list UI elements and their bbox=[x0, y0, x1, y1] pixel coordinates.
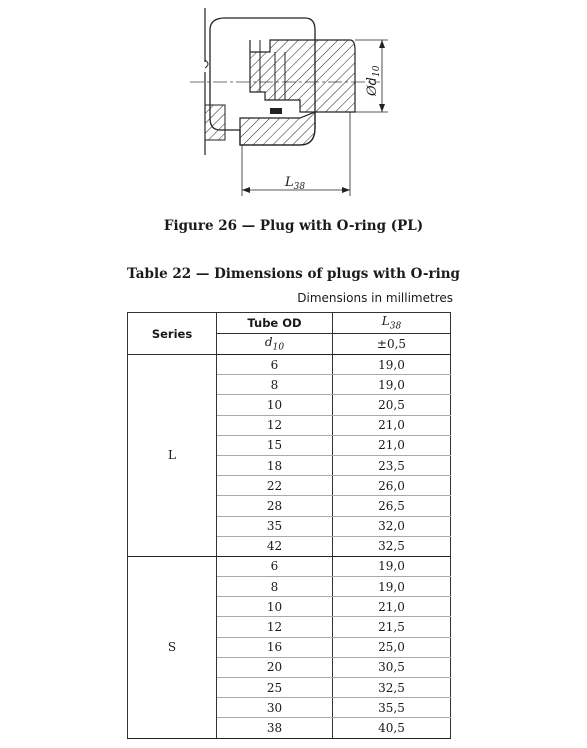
tube-od-cell: 18 bbox=[217, 455, 333, 475]
length-cell: 19,0 bbox=[333, 355, 451, 375]
length-cell: 25,0 bbox=[333, 637, 451, 657]
length-cell: 30,5 bbox=[333, 657, 451, 677]
table-title: Table 22 — Dimensions of plugs with O-ring bbox=[127, 266, 460, 282]
length-cell: 35,5 bbox=[333, 698, 451, 718]
tube-od-cell: 10 bbox=[217, 395, 333, 415]
table-row bbox=[128, 556, 451, 576]
plug-drawing bbox=[150, 0, 470, 205]
length-cell: 40,5 bbox=[333, 718, 451, 738]
tube-od-cell: 8 bbox=[217, 375, 333, 395]
tube-od-cell: 12 bbox=[217, 617, 333, 637]
length-cell: 26,0 bbox=[333, 476, 451, 496]
tube-od-cell: 35 bbox=[217, 516, 333, 536]
header-tube-od-symbol: $d_{10}$ bbox=[217, 334, 333, 355]
tube-od-cell: 15 bbox=[217, 435, 333, 455]
table-body bbox=[128, 355, 451, 739]
length-cell: 21,0 bbox=[333, 415, 451, 435]
header-length: $L_{38}$ bbox=[333, 313, 451, 334]
tube-od-cell: 28 bbox=[217, 496, 333, 516]
tube-od-cell: 20 bbox=[217, 657, 333, 677]
length-dim-label: $L_{38}$ bbox=[285, 175, 306, 192]
units-note: Dimensions in millimetres bbox=[297, 291, 453, 305]
length-cell: 19,0 bbox=[333, 375, 451, 395]
length-cell: 32,5 bbox=[333, 536, 451, 556]
length-cell: 26,5 bbox=[333, 496, 451, 516]
tube-od-cell: 38 bbox=[217, 718, 333, 738]
length-cell: 19,0 bbox=[333, 556, 451, 576]
tube-od-cell: 10 bbox=[217, 597, 333, 617]
table-row bbox=[128, 355, 451, 375]
tube-od-cell: 6 bbox=[217, 556, 333, 576]
length-cell: 32,0 bbox=[333, 516, 451, 536]
header-tube-od: Tube OD bbox=[217, 313, 333, 334]
tube-od-cell: 42 bbox=[217, 536, 333, 556]
series-cell: L bbox=[128, 355, 217, 557]
length-cell: 21,5 bbox=[333, 617, 451, 637]
length-cell: 19,0 bbox=[333, 577, 451, 597]
tube-od-cell: 25 bbox=[217, 678, 333, 698]
tube-od-cell: 6 bbox=[217, 355, 333, 375]
tube-od-cell: 22 bbox=[217, 476, 333, 496]
length-cell: 21,0 bbox=[333, 435, 451, 455]
length-cell: 23,5 bbox=[333, 455, 451, 475]
header-length-tolerance: ±0,5 bbox=[333, 334, 451, 355]
tube-od-cell: 30 bbox=[217, 698, 333, 718]
tube-od-cell: 8 bbox=[217, 577, 333, 597]
figure-caption: Figure 26 — Plug with O-ring (PL) bbox=[163, 218, 424, 234]
series-cell: S bbox=[128, 556, 217, 738]
length-cell: 21,0 bbox=[333, 597, 451, 617]
length-cell: 32,5 bbox=[333, 678, 451, 698]
tube-od-cell: 16 bbox=[217, 637, 333, 657]
header-series: Series bbox=[128, 313, 217, 355]
diameter-dim-label: $Ød_{10}$ bbox=[365, 65, 382, 96]
length-cell: 20,5 bbox=[333, 395, 451, 415]
tube-od-cell: 12 bbox=[217, 415, 333, 435]
dimensions-table bbox=[127, 312, 451, 739]
